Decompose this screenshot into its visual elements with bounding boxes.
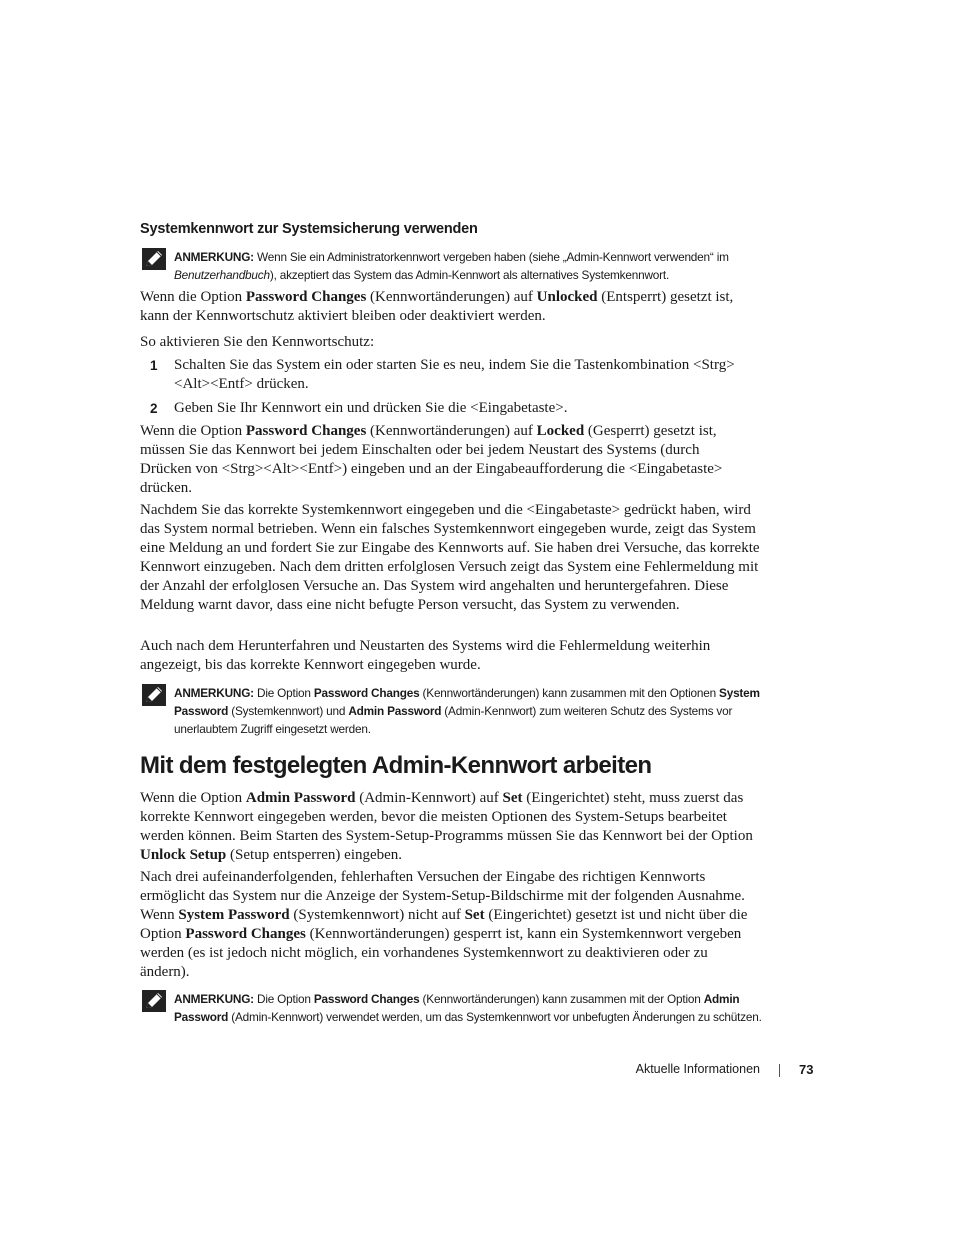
note-block: ANMERKUNG: Die Option Password Changes (Kennwortänderungen) kann zusammen mit der Option Admin Password (Admin-Kennwort) verwendet werden, um das Systemkennwort vor unbefugten Änderungen zu schützen. [140,990,765,1026]
step-number: 2 [150,401,158,416]
paragraph: Wenn die Option Admin Password (Admin-Kennwort) auf Set (Eingerichtet) steht, muss zuerst das korrekte Kennwort eingegeben werden, bevor die meisten Optionen des System-Setups bearbeitet werden können. Beim Starten des System-Setup-Programms müssen Sie das Kennwort bei der Option Unlock Setup (Setup entsperren) eingeben. [140,790,753,863]
note-pencil-icon [142,248,166,270]
section-heading: Systemkennwort zur Systemsicherung verwenden [140,221,478,237]
paragraph: Auch nach dem Herunterfahren und Neustarten des Systems wird die Fehlermeldung weiterhin angezeigt, bis das korrekte Kennwort eingegeben wurde. [140,638,711,673]
paragraph: So aktivieren Sie den Kennwortschutz: [140,334,375,350]
list-item [140,399,760,418]
list-item [140,356,760,394]
note-pencil-icon [142,684,166,706]
paragraph: Nachdem Sie das korrekte Systemkennwort eingegeben und die <Eingabetaste> gedrückt haben, wird das System normal betrieben. Wenn ein falsches Systemkennwort eingegeben wurde, zeigt das System eine Meldung an und fordert Sie zur Eingabe des Kennworts auf. Sie haben drei Versuche, das korrekte Kennwort einzugeben. Nach dem dritten erfolglosen Versuch zeigt das System eine Fehlermeldung mit der Anzahl der erfolglosen Versuche an. Das System wird angehalten und heruntergefahren. Diese Meldung warnt davor, dass eine nicht befugte Person versucht, das System zu verwenden. [140,502,760,613]
note-text: ), akzeptiert das System das Admin-Kennwort als alternatives Systemkennwort. [269,268,670,282]
option-name: Password Changes [245,423,367,439]
footer-divider [779,1064,780,1077]
note-label: ANMERKUNG: [174,250,254,264]
note-block: ANMERKUNG: Die Option Password Changes (Kennwortänderungen) kann zusammen mit den Optionen System Password (Systemkennwort) und Admin Password (Admin-Kennwort) zum weiteren Schutz des Systems vor unerlaubtem Zugriff eingesetzt werden. [140,684,765,738]
paragraph: Wenn die Option Password Changes (Kennwortänderungen) auf Unlocked (Entsperrt) gesetzt ist, kann der Kennwortschutz aktiviert bleiben oder deaktiviert werden. [140,289,734,324]
option-name: Password Changes [245,289,367,305]
main-heading: Mit dem festgelegten Admin-Kennwort arbeiten [140,752,652,779]
paragraph: Nach drei aufeinanderfolgenden, fehlerhaften Versuchen der Eingabe des richtigen Kennworts ermöglicht das System nur die Anzeige der System-Setup-Bildschirme mit der folgenden Ausnahme. Wenn System Password (Systemkennwort) nicht auf Set (Eingerichtet) gesetzt ist und nicht über die Option Password Changes (Kennwortänderungen) gesperrt ist, kann ein Systemkennwort vergeben werden (es ist jedoch nicht möglich, ein vorhandenes Systemkennwort zu deaktivieren oder zu ändern). [140,869,748,980]
note-block [140,248,765,284]
note-italic: Benutzerhandbuch [174,268,270,282]
footer-section-title: Aktuelle Informationen [635,1062,760,1076]
step-text: Geben Sie Ihr Kennwort ein und drücken Sie die <Eingabetaste>. [174,400,568,416]
step-number: 1 [150,358,158,373]
note-pencil-icon [142,990,166,1012]
page-number: 73 [799,1062,814,1077]
option-value: Unlocked [536,289,598,305]
option-value: Locked [536,423,585,439]
paragraph: Wenn die Option Password Changes (Kennwortänderungen) auf Locked (Gesperrt) gesetzt ist, müssen Sie das Kennwort bei jedem Einschalten oder bei jedem Neustart des Systems (durch Drücken von <Strg><Alt><Entf>) eingeben und an der Eingabeaufforderung die <Eingabetaste> drücken. [140,423,723,496]
note-label: ANMERKUNG: [174,686,254,700]
note-label: ANMERKUNG: [174,992,254,1006]
note-text: Wenn Sie ein Administratorkennwort vergeben haben (siehe „Admin-Kennwort verwenden“ im [257,250,729,264]
step-text: Schalten Sie das System ein oder starten Sie es neu, indem Sie die Tastenkombination <Strg><Alt><Entf> drücken. [174,357,735,392]
